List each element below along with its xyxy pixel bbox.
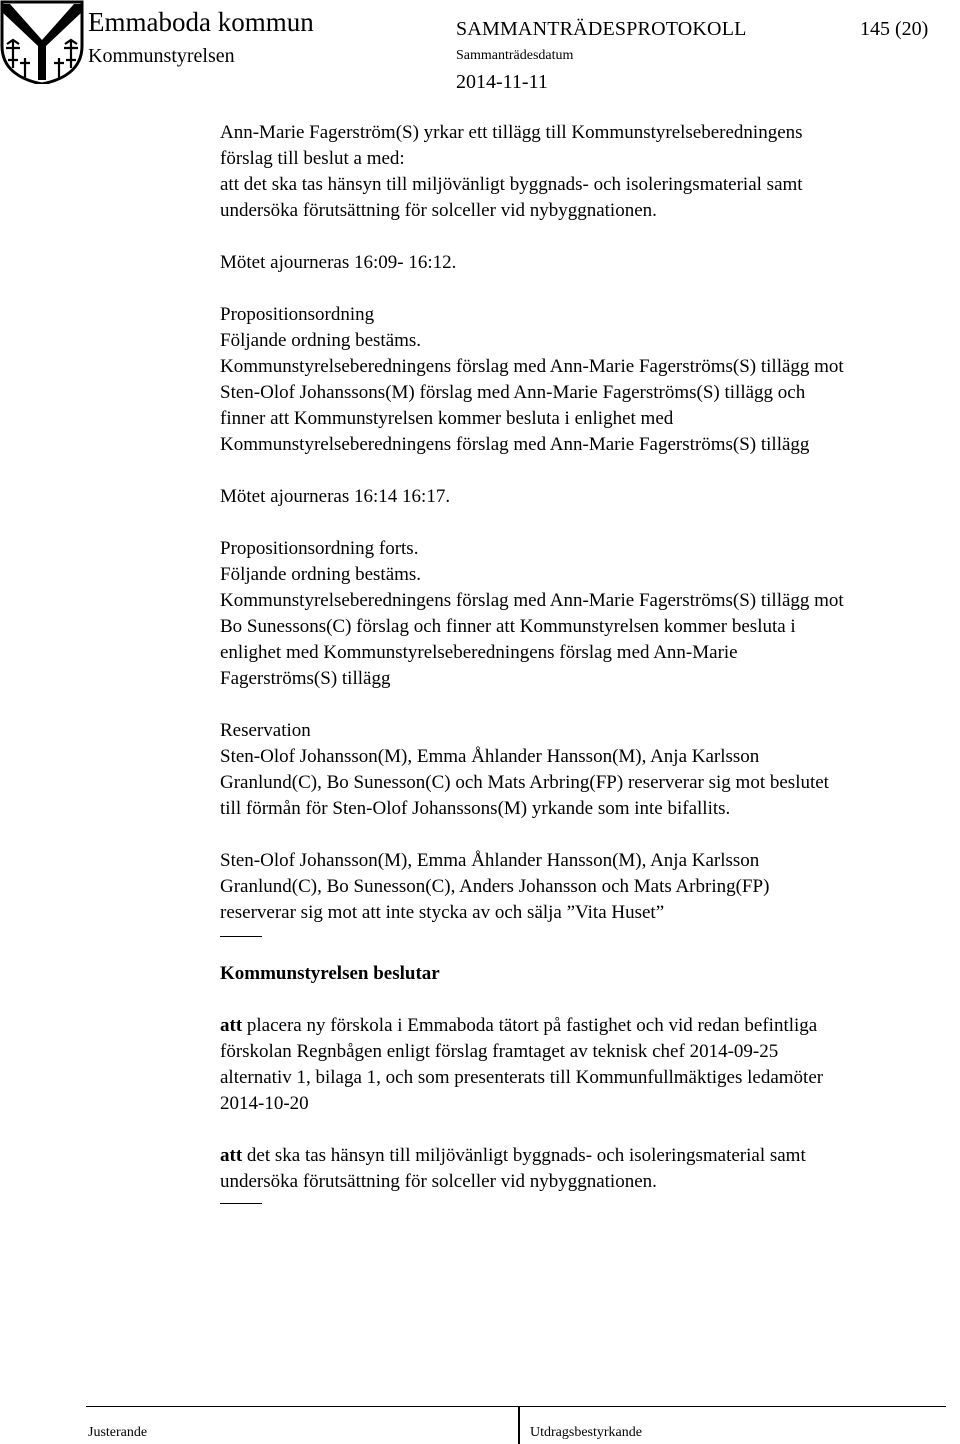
adjournment-note: Mötet ajourneras 16:09- 16:12.: [220, 252, 457, 273]
footer-divider: [518, 1407, 520, 1444]
document-type: SAMMANTRÄDESPROTOKOLL: [456, 18, 747, 40]
board-name: Kommunstyrelsen: [88, 45, 235, 67]
att-keyword: att: [220, 1015, 243, 1036]
att-keyword: att: [220, 1145, 243, 1166]
motion-paragraph: Ann-Marie Fagerström(S) yrkar ett tillägg till Kommunstyrelseberedningens förslag till beslut a med: att det ska tas hänsyn till miljövänligt byggnads- och isoleringsmaterial samt undersöka förutsättning för solceller vid nybyggnationen.: [220, 122, 803, 221]
justerande-label: Justerande: [88, 1425, 148, 1440]
meeting-date-label: Sammanträdesdatum: [456, 48, 574, 63]
section-divider: [220, 1203, 262, 1204]
utdragsbestyrkande-label: Utdragsbestyrkande: [530, 1425, 642, 1440]
meeting-date: 2014-11-11: [456, 71, 548, 93]
page-number: 145 (20): [860, 18, 929, 40]
reservation-paragraph: Sten-Olof Johansson(M), Emma Åhlander Hansson(M), Anja Karlsson Granlund(C), Bo Sunesson(C), Anders Johansson och Mats Arbring(FP) reserverar sig mot att inte stycka av och sälja ”Vita Huset”: [220, 850, 770, 923]
decision-item: [220, 1013, 960, 1117]
adjournment-note: Mötet ajourneras 16:14 16:17.: [220, 486, 451, 507]
proposition-order-paragraph: Propositionsordning forts. Följande ordning bestäms. Kommunstyrelseberedningens förslag med Ann-Marie Fagerströms(S) tillägg mot Bo Sunessons(C) förslag och finner att Kommunstyrelsen kommer besluta i enlighet med Kommunstyrelseberedningens förslag med Ann-Marie Fagerströms(S) tillägg: [220, 538, 844, 689]
decision-text: placera ny förskola i Emmaboda tätort på fastighet och vid redan befintliga förskolan Regnbågen enligt förslag framtaget av teknisk chef 2014-09-25 alternativ 1, bilaga 1, och som presenterats till Kommunfullmäktiges ledamöter 2014-10-20: [220, 1015, 824, 1114]
coat-of-arms-icon: [0, 0, 84, 84]
decision-heading: Kommunstyrelsen beslutar: [220, 963, 440, 984]
municipality-name: Emmaboda kommun: [88, 7, 314, 37]
decision-text: det ska tas hänsyn till miljövänligt byggnads- och isoleringsmaterial samt undersöka förutsättning för solceller vid nybyggnationen.: [220, 1145, 806, 1192]
decision-item: [220, 1143, 960, 1195]
proposition-order-paragraph: Propositionsordning Följande ordning bestäms. Kommunstyrelseberedningens förslag med Ann-Marie Fagerströms(S) tillägg mot Sten-Olof Johanssons(M) förslag med Ann-Marie Fagerströms(S) tillägg och finner att Kommunstyrelsen kommer besluta i enlighet med Kommunstyrelseberedningens förslag med Ann-Marie Fagerströms(S) tillägg: [220, 304, 844, 455]
section-divider: [220, 936, 262, 937]
reservation-paragraph: Reservation Sten-Olof Johansson(M), Emma Åhlander Hansson(M), Anja Karlsson Granlund(C), Bo Sunesson(C) och Mats Arbring(FP) reserverar sig mot beslutet till förmån för Sten-Olof Johanssons(M) yrkande som inte bifallits.: [220, 720, 829, 819]
footer-rule: [86, 1406, 946, 1407]
protocol-body: [220, 120, 960, 1228]
